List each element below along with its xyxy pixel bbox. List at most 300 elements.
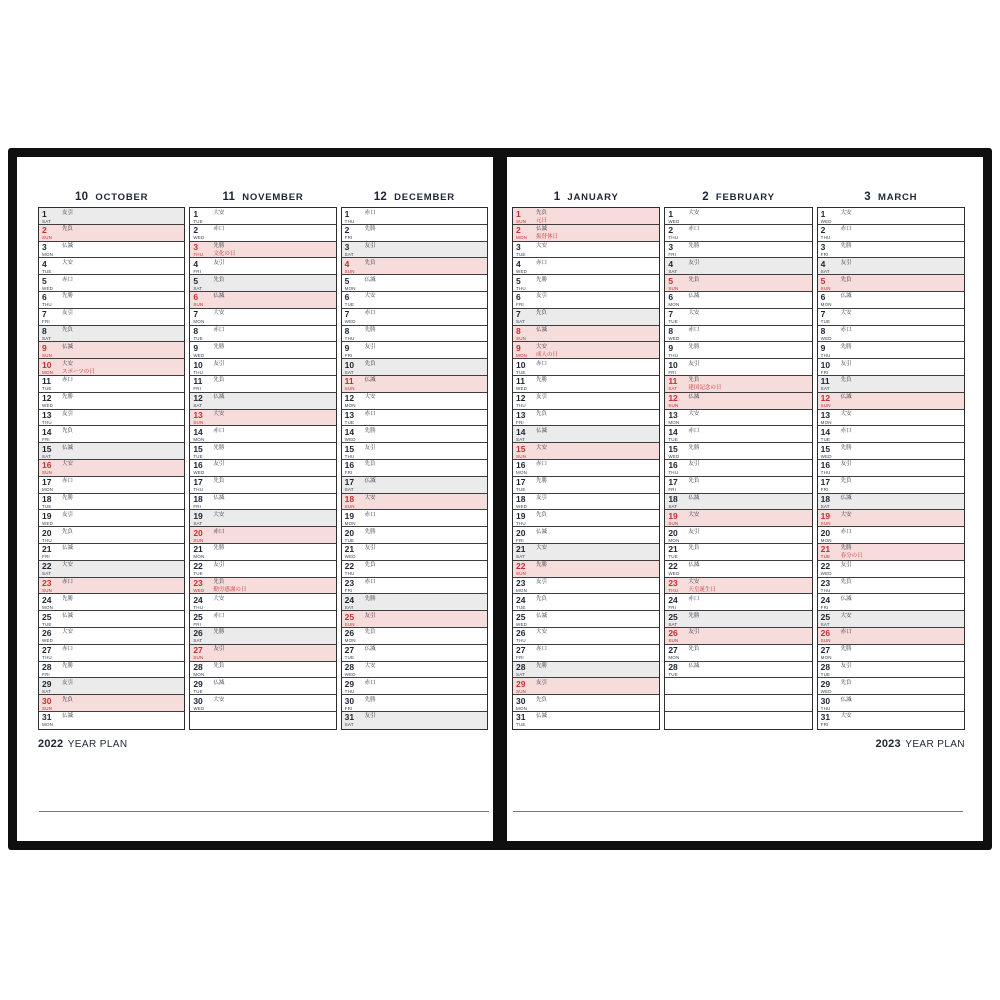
month-header xyxy=(189,191,336,203)
day-number: 22 xyxy=(193,561,203,572)
rokuyo-label: 友引 xyxy=(840,663,852,670)
rokuyo-label: 友引 xyxy=(364,343,376,350)
day-row xyxy=(342,275,487,292)
day-number: 6 xyxy=(42,292,47,303)
day-row xyxy=(342,292,487,309)
day-row xyxy=(39,527,184,544)
day-row xyxy=(513,460,659,477)
day-row xyxy=(190,359,335,376)
day-weekday: WED xyxy=(820,453,832,459)
day-info-block xyxy=(213,478,333,485)
day-row xyxy=(818,645,964,662)
day-info-block xyxy=(536,327,657,334)
day-number: 10 xyxy=(668,359,678,370)
month-number: 11 xyxy=(222,191,236,203)
day-number: 10 xyxy=(344,359,355,370)
day-weekday: TUE xyxy=(193,571,203,577)
day-weekday: TUE xyxy=(344,302,355,308)
month-name: DECEMBER xyxy=(394,192,455,203)
rokuyo-label: 大安 xyxy=(840,411,852,418)
day-weekday: SUN xyxy=(516,336,527,342)
rokuyo-label: 先勝 xyxy=(364,595,376,602)
day-number: 23 xyxy=(42,578,52,589)
day-row xyxy=(818,662,964,679)
day-row xyxy=(190,443,335,460)
day-row xyxy=(513,258,659,275)
rokuyo-label: 大安 xyxy=(213,696,225,703)
rokuyo-label: 大安 xyxy=(62,360,74,367)
day-row xyxy=(665,208,811,225)
day-weekday: WED xyxy=(42,285,54,291)
day-number: 22 xyxy=(516,561,526,572)
day-row xyxy=(342,309,487,326)
day-info-block xyxy=(62,713,182,720)
day-weekday: FRI xyxy=(820,604,829,610)
day-info-block xyxy=(688,545,809,552)
day-weekday: THU xyxy=(344,218,355,224)
rokuyo-label: 仏滅 xyxy=(688,293,700,300)
day-number: 14 xyxy=(193,426,203,437)
rokuyo-label: 先勝 xyxy=(536,478,548,485)
day-row xyxy=(190,342,335,359)
day-weekday: WED xyxy=(668,336,680,342)
day-number-block xyxy=(193,545,213,560)
day-info-block xyxy=(536,344,657,359)
day-row xyxy=(39,208,184,225)
day-number: 21 xyxy=(820,544,831,555)
day-weekday: FRI xyxy=(820,369,829,375)
month-number: 12 xyxy=(373,191,388,203)
day-number-block xyxy=(668,545,688,560)
day-row xyxy=(513,309,659,326)
day-row xyxy=(39,611,184,628)
month-column-october xyxy=(38,157,185,730)
day-weekday: WED xyxy=(193,352,205,358)
day-weekday: MON xyxy=(42,722,54,728)
rokuyo-label: 友引 xyxy=(536,293,548,300)
rokuyo-label: 先勝 xyxy=(364,427,376,434)
day-number-block xyxy=(821,210,841,225)
day-number: 18 xyxy=(344,494,355,505)
day-number: 25 xyxy=(344,611,355,622)
day-info-block xyxy=(688,260,809,267)
rokuyo-label: 先負 xyxy=(364,259,376,266)
day-info-block xyxy=(841,713,962,720)
rokuyo-label: 先負 xyxy=(364,461,376,468)
day-number-block xyxy=(42,512,62,527)
rokuyo-label: 友引 xyxy=(688,629,700,636)
day-number-block xyxy=(668,445,688,460)
rokuyo-label: 友引 xyxy=(213,562,225,569)
day-row xyxy=(342,611,487,628)
day-number-block xyxy=(516,545,536,560)
rokuyo-label: 大安 xyxy=(688,579,700,586)
day-number: 6 xyxy=(193,292,199,303)
day-weekday: SAT xyxy=(516,436,526,442)
day-info-block xyxy=(688,310,809,317)
day-row xyxy=(818,544,964,561)
day-number-block xyxy=(668,596,688,611)
day-number: 30 xyxy=(193,695,203,706)
day-row xyxy=(665,578,811,595)
rokuyo-label: 友引 xyxy=(364,612,376,619)
day-row xyxy=(665,410,811,427)
year-plan-page-2023 xyxy=(507,157,983,841)
day-number: 23 xyxy=(668,578,678,589)
rokuyo-label: 赤口 xyxy=(536,461,548,468)
day-info-block xyxy=(213,428,333,435)
day-info-block xyxy=(841,411,962,418)
rokuyo-label: 先負 xyxy=(62,327,74,334)
day-weekday: TUE xyxy=(344,655,355,661)
day-number-block xyxy=(668,478,688,493)
rokuyo-label: 先負 xyxy=(840,478,852,485)
day-row xyxy=(513,410,659,427)
day-number: 28 xyxy=(344,662,355,673)
day-number-block xyxy=(42,461,62,476)
blank-row xyxy=(190,712,335,729)
day-row xyxy=(513,678,659,695)
day-weekday: SUN xyxy=(193,537,204,543)
day-row xyxy=(190,594,335,611)
rokuyo-label: 先負 xyxy=(62,427,74,434)
day-info-block xyxy=(688,445,809,452)
day-number-block xyxy=(821,243,841,258)
day-info-block xyxy=(213,344,333,351)
rokuyo-label: 大安 xyxy=(840,209,852,216)
day-row xyxy=(513,645,659,662)
day-weekday: TUE xyxy=(42,504,52,510)
rokuyo-label: 仏滅 xyxy=(688,394,700,401)
day-info-block xyxy=(688,663,809,670)
rokuyo-label: 先負 xyxy=(536,595,548,602)
day-row xyxy=(665,645,811,662)
day-number-block xyxy=(668,210,688,225)
rokuyo-label: 仏滅 xyxy=(62,612,74,619)
day-info-block xyxy=(213,512,333,519)
rokuyo-label: 先負 xyxy=(536,696,548,703)
day-weekday: MON xyxy=(344,638,356,644)
day-number: 28 xyxy=(42,662,52,673)
day-weekday: THU xyxy=(193,487,204,493)
day-number-block xyxy=(821,461,841,476)
rokuyo-label: 大安 xyxy=(688,411,700,418)
day-weekday: FRI xyxy=(344,588,353,594)
day-info-block xyxy=(213,562,333,569)
day-number-block xyxy=(42,411,62,426)
day-number-block xyxy=(668,529,688,544)
day-weekday: THU xyxy=(516,285,526,291)
day-weekday: WED xyxy=(193,588,205,594)
day-number: 27 xyxy=(42,645,52,656)
day-number: 13 xyxy=(516,410,526,421)
day-info-block xyxy=(213,327,333,334)
rokuyo-label: 先負 xyxy=(62,528,74,535)
day-info-block xyxy=(841,478,962,485)
day-row xyxy=(39,376,184,393)
day-number-block xyxy=(345,713,365,728)
day-number: 17 xyxy=(193,477,203,488)
day-info-block xyxy=(365,428,485,435)
day-number: 12 xyxy=(516,393,526,404)
day-weekday: FRI xyxy=(820,722,829,728)
day-number: 1 xyxy=(820,208,826,219)
day-weekday: THU xyxy=(516,520,526,526)
day-row xyxy=(39,292,184,309)
day-weekday: SAT xyxy=(344,369,354,375)
day-info-block xyxy=(213,293,333,300)
day-weekday: THU xyxy=(344,453,355,459)
day-number: 3 xyxy=(668,242,674,253)
day-row xyxy=(665,594,811,611)
day-weekday: WED xyxy=(42,403,54,409)
day-info-block xyxy=(365,596,485,603)
day-number: 12 xyxy=(668,393,678,404)
rokuyo-label: 仏滅 xyxy=(213,394,225,401)
day-row xyxy=(665,242,811,259)
day-number-block xyxy=(821,663,841,678)
day-info-block xyxy=(841,277,962,284)
day-row xyxy=(39,494,184,511)
day-weekday: MON xyxy=(344,520,356,526)
day-number-block xyxy=(668,226,688,241)
day-info-block xyxy=(365,260,485,267)
day-number-block xyxy=(821,377,841,392)
rokuyo-label: 先負 xyxy=(213,377,225,384)
day-number: 12 xyxy=(820,393,831,404)
day-number-block xyxy=(42,243,62,258)
rokuyo-label: 大安 xyxy=(364,495,376,502)
day-number: 24 xyxy=(344,594,355,605)
day-info-block xyxy=(62,293,182,300)
footer-year: 2022 xyxy=(38,737,64,750)
day-number-block xyxy=(668,495,688,510)
day-info-block xyxy=(62,277,182,284)
rokuyo-label: 友引 xyxy=(840,562,852,569)
day-weekday: SUN xyxy=(668,520,679,526)
day-number: 24 xyxy=(516,594,526,605)
day-row xyxy=(818,510,964,527)
day-weekday: SUN xyxy=(516,571,527,577)
day-weekday: SAT xyxy=(516,672,526,678)
day-row xyxy=(190,695,335,712)
rokuyo-label: 友引 xyxy=(62,310,74,317)
day-number-block xyxy=(193,293,213,308)
rokuyo-label: 赤口 xyxy=(364,579,376,586)
day-row xyxy=(818,611,964,628)
day-number: 5 xyxy=(668,275,674,286)
day-number-block xyxy=(42,478,62,493)
day-row xyxy=(818,695,964,712)
day-row xyxy=(342,544,487,561)
day-info-block xyxy=(365,445,485,452)
day-number: 24 xyxy=(668,594,678,605)
day-info-block xyxy=(213,629,333,636)
day-info-block xyxy=(365,713,485,720)
rokuyo-label: 仏滅 xyxy=(688,663,700,670)
day-number-block xyxy=(345,579,365,594)
day-weekday: SAT xyxy=(820,621,830,627)
day-number: 3 xyxy=(516,242,521,253)
day-info-block xyxy=(536,545,657,552)
day-info-block xyxy=(536,260,657,267)
day-number: 19 xyxy=(668,510,678,521)
day-number: 9 xyxy=(820,342,826,353)
day-row xyxy=(818,208,964,225)
day-info-block xyxy=(365,697,485,704)
day-info-block xyxy=(62,596,182,603)
day-info-block xyxy=(213,361,333,368)
day-info-block xyxy=(213,260,333,267)
day-row xyxy=(513,208,659,225)
day-number: 20 xyxy=(668,527,678,538)
day-info-block xyxy=(536,529,657,536)
day-info-block xyxy=(536,596,657,603)
day-number: 15 xyxy=(820,443,831,454)
rokuyo-label: 友引 xyxy=(536,679,548,686)
day-info-block xyxy=(62,310,182,317)
day-row xyxy=(513,443,659,460)
day-number-block xyxy=(345,260,365,275)
day-number-block xyxy=(193,512,213,527)
day-number-block xyxy=(193,210,213,225)
rokuyo-label: 大安 xyxy=(536,243,548,250)
day-number: 2 xyxy=(193,225,199,236)
day-info-block xyxy=(841,260,962,267)
day-weekday: SUN xyxy=(344,621,355,627)
day-number-block xyxy=(193,277,213,292)
day-info-block xyxy=(365,394,485,401)
day-row xyxy=(818,561,964,578)
day-number: 8 xyxy=(193,326,199,337)
day-info-block xyxy=(841,579,962,586)
holiday-label: 振替休日 xyxy=(536,234,559,241)
day-info-block xyxy=(62,377,182,384)
day-number: 4 xyxy=(668,258,674,269)
day-number: 5 xyxy=(42,275,47,286)
day-row xyxy=(513,242,659,259)
day-row xyxy=(190,561,335,578)
rokuyo-label: 先勝 xyxy=(364,327,376,334)
day-weekday: WED xyxy=(820,218,832,224)
rokuyo-label: 大安 xyxy=(840,612,852,619)
day-number: 4 xyxy=(193,258,199,269)
day-number-block xyxy=(668,613,688,628)
day-number-block xyxy=(821,529,841,544)
day-info-block xyxy=(688,596,809,603)
day-number-block xyxy=(516,713,536,728)
day-number-block xyxy=(668,293,688,308)
day-weekday: FRI xyxy=(42,672,50,678)
day-row xyxy=(39,712,184,729)
day-info-block xyxy=(841,377,962,384)
rokuyo-label: 赤口 xyxy=(213,226,225,233)
day-row xyxy=(818,678,964,695)
day-number-block xyxy=(42,613,62,628)
day-row xyxy=(342,628,487,645)
day-weekday: FRI xyxy=(193,504,202,510)
day-number-block xyxy=(516,697,536,712)
day-number: 20 xyxy=(516,527,526,538)
day-info-block xyxy=(536,579,657,586)
day-row xyxy=(818,477,964,494)
day-info-block xyxy=(536,361,657,368)
day-row xyxy=(665,527,811,544)
day-row xyxy=(513,342,659,359)
day-number-block xyxy=(821,478,841,493)
day-weekday: TUE xyxy=(820,319,831,325)
day-number-block xyxy=(193,478,213,493)
day-row xyxy=(513,527,659,544)
day-number-block xyxy=(516,377,536,392)
rokuyo-label: 先負 xyxy=(536,511,548,518)
day-number-block xyxy=(821,545,841,560)
rokuyo-label: 友引 xyxy=(840,461,852,468)
day-weekday: SAT xyxy=(42,571,52,577)
day-weekday: SUN xyxy=(668,638,679,644)
rokuyo-label: 大安 xyxy=(213,209,225,216)
day-number-block xyxy=(193,361,213,376)
day-row xyxy=(513,544,659,561)
day-number-block xyxy=(345,663,365,678)
day-number: 19 xyxy=(516,510,526,521)
day-row xyxy=(190,611,335,628)
day-weekday: SUN xyxy=(344,268,355,274)
day-number-block xyxy=(42,545,62,560)
day-number: 26 xyxy=(344,628,355,639)
day-row xyxy=(39,477,184,494)
day-weekday: FRI xyxy=(193,268,202,274)
day-row xyxy=(190,376,335,393)
rokuyo-label: 仏滅 xyxy=(688,562,700,569)
day-number: 14 xyxy=(516,426,526,437)
day-info-block xyxy=(536,377,657,384)
day-number-block xyxy=(193,394,213,409)
day-info-block xyxy=(841,596,962,603)
day-number-block xyxy=(668,310,688,325)
day-row xyxy=(190,292,335,309)
day-number-block xyxy=(821,495,841,510)
day-weekday: TUE xyxy=(668,554,678,560)
day-number-block xyxy=(668,260,688,275)
day-row xyxy=(39,225,184,242)
day-info-block xyxy=(688,495,809,502)
holiday-label: 春分の日 xyxy=(840,553,863,560)
day-number-block xyxy=(821,428,841,443)
day-weekday: SAT xyxy=(42,336,52,342)
day-row xyxy=(818,578,964,595)
day-weekday: WED xyxy=(344,319,356,325)
rokuyo-label: 先負 xyxy=(536,411,548,418)
holiday-label: 成人の日 xyxy=(536,351,559,358)
rokuyo-label: 先負 xyxy=(688,478,700,485)
rokuyo-label: 仏滅 xyxy=(536,226,548,233)
rokuyo-label: 赤口 xyxy=(688,427,700,434)
day-row xyxy=(39,326,184,343)
day-info-block xyxy=(841,697,962,704)
rokuyo-label: 赤口 xyxy=(62,646,74,653)
day-weekday: THU xyxy=(820,470,831,476)
day-row xyxy=(818,376,964,393)
day-info-block xyxy=(62,226,182,233)
rokuyo-label: 先勝 xyxy=(536,377,548,384)
day-number: 14 xyxy=(668,426,678,437)
day-number-block xyxy=(42,260,62,275)
day-row xyxy=(665,510,811,527)
rokuyo-label: 仏滅 xyxy=(840,495,852,502)
day-row xyxy=(818,460,964,477)
day-row xyxy=(665,225,811,242)
